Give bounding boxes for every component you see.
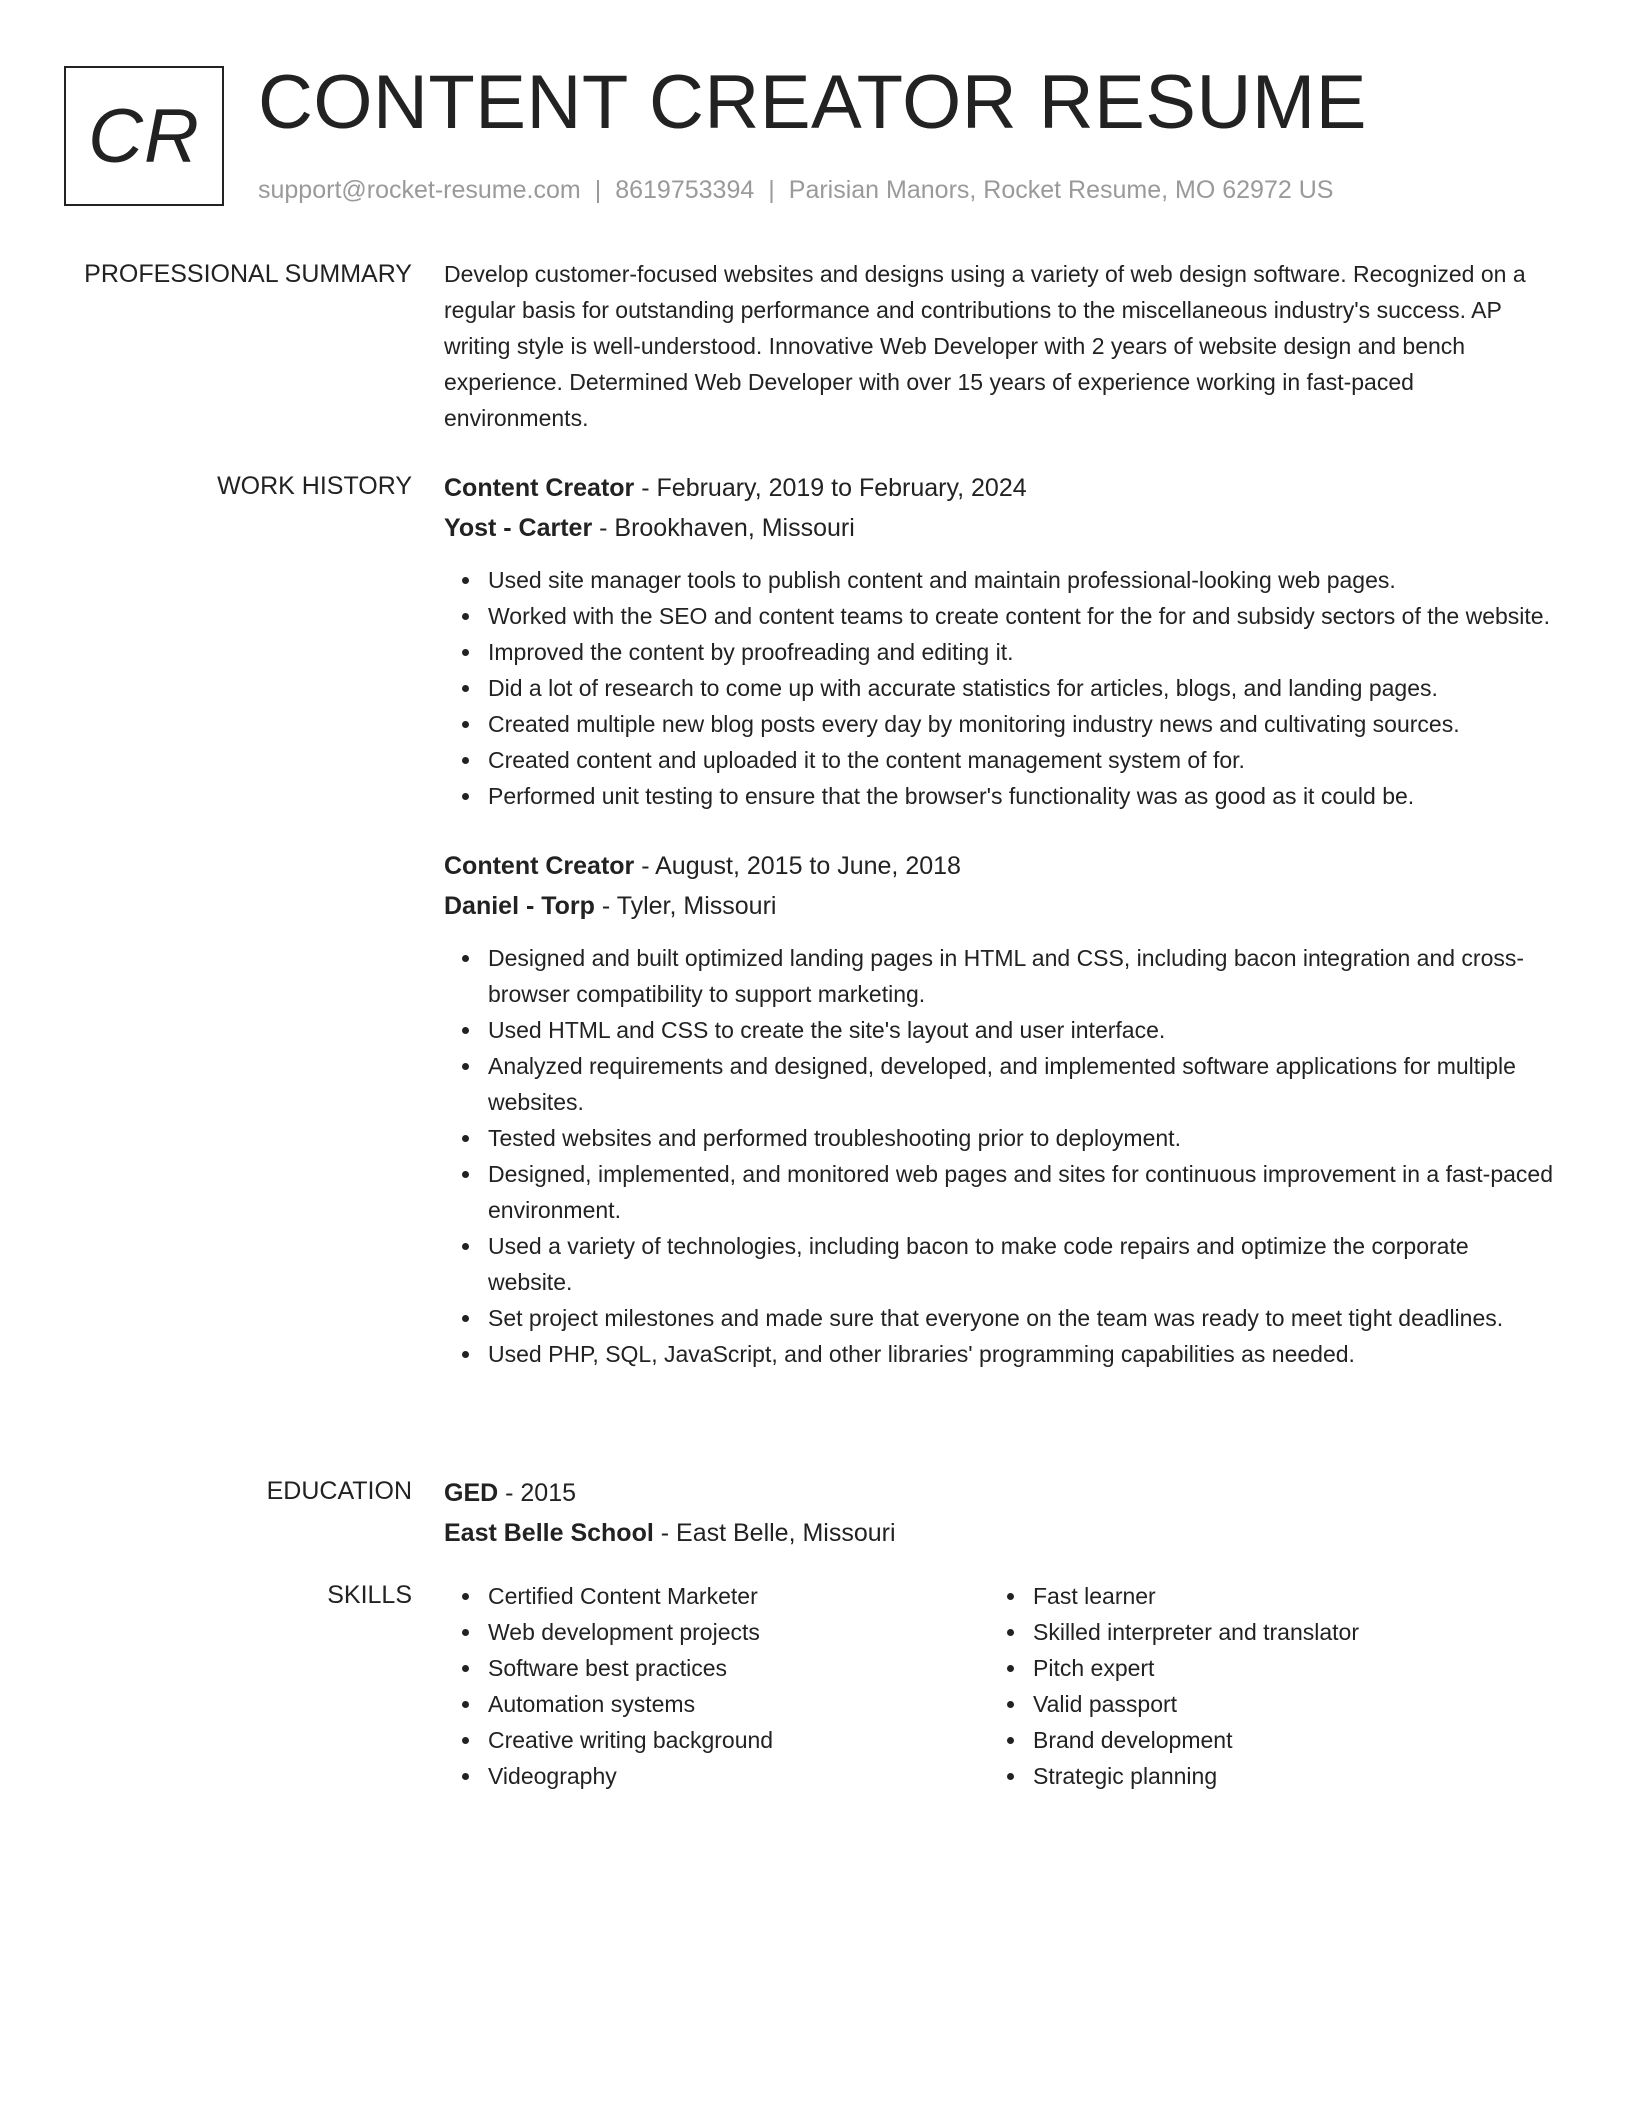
education-school: East Belle School <box>444 1519 654 1547</box>
education-school-line <box>444 1513 1554 1553</box>
job-title: Content Creator <box>444 474 635 502</box>
skill-item: Pitch expert <box>1033 1650 1534 1686</box>
job-bullet: Used a variety of technologies, including bacon to make code repairs and optimize the corporate website. <box>488 1228 1554 1300</box>
skill-item: Automation systems <box>488 1686 989 1722</box>
skill-item: Web development projects <box>488 1614 989 1650</box>
job-bullet: Analyzed requirements and designed, developed, and implemented software applications for multiple websites. <box>488 1048 1554 1120</box>
skills-list-left <box>444 1578 989 1794</box>
education-year: - 2015 <box>498 1479 577 1507</box>
summary-text: Develop customer-focused websites and designs using a variety of web design software. Recognized on a regular basis for outstanding performance and contributions to the miscellaneous industry's success. AP writing style is well-understood. Innovative Web Developer with 2 years of website design and bench experience. Determined Web Developer with over 15 years of experience working in fast-paced environments. <box>444 261 1526 431</box>
contact-phone: 8619753394 <box>615 176 755 204</box>
job-bullet: Designed and built optimized landing pages in HTML and CSS, including bacon integration and cross-browser compatibility to support marketing. <box>488 940 1554 1012</box>
section-label-skills: SKILLS <box>327 1581 412 1609</box>
job-bullet-list <box>444 562 1554 814</box>
skills-column-left <box>444 1578 989 1794</box>
monogram-box: CR <box>64 66 224 206</box>
section-label-work-history: WORK HISTORY <box>217 472 412 500</box>
contact-separator: | <box>768 176 775 204</box>
skill-item: Brand development <box>1033 1722 1534 1758</box>
education-body <box>444 1473 1554 1553</box>
job-bullet: Tested websites and performed troubleshooting prior to deployment. <box>488 1120 1554 1156</box>
job-entry <box>444 846 1554 1372</box>
job-title: Content Creator <box>444 852 635 880</box>
job-title-line <box>444 846 1554 886</box>
section-label-summary: PROFESSIONAL SUMMARY <box>84 260 412 288</box>
contact-email: support@rocket-resume.com <box>258 176 581 204</box>
education-degree-line <box>444 1473 1554 1513</box>
job-bullet: Performed unit testing to ensure that the browser's functionality was as good as it could be. <box>488 778 1554 814</box>
skill-item: Certified Content Marketer <box>488 1578 989 1614</box>
job-bullet: Designed, implemented, and monitored web pages and sites for continuous improvement in a fast-paced environment. <box>488 1156 1554 1228</box>
job-company: Daniel - Torp <box>444 892 595 920</box>
job-company-line <box>444 886 1554 926</box>
skill-item: Skilled interpreter and translator <box>1033 1614 1534 1650</box>
job-company-line <box>444 508 1554 548</box>
job-bullet-list <box>444 940 1554 1372</box>
contact-line <box>258 174 1333 206</box>
job-bullet: Improved the content by proofreading and editing it. <box>488 634 1554 670</box>
job-bullet: Used site manager tools to publish content and maintain professional-looking web pages. <box>488 562 1554 598</box>
skills-column-right <box>989 1578 1534 1794</box>
section-label-education: EDUCATION <box>266 1477 412 1505</box>
job-bullet: Used PHP, SQL, JavaScript, and other libraries' programming capabilities as needed. <box>488 1336 1554 1372</box>
job-bullet: Set project milestones and made sure that everyone on the team was ready to meet tight deadlines. <box>488 1300 1554 1336</box>
job-bullet: Used HTML and CSS to create the site's layout and user interface. <box>488 1012 1554 1048</box>
job-location: - Tyler, Missouri <box>594 892 777 920</box>
skill-item: Creative writing background <box>488 1722 989 1758</box>
resume-title: CONTENT CREATOR RESUME <box>258 60 1367 145</box>
contact-address: Parisian Manors, Rocket Resume, MO 62972 US <box>788 176 1334 204</box>
skill-item: Strategic planning <box>1033 1758 1534 1794</box>
job-dates: - February, 2019 to February, 2024 <box>634 474 1027 502</box>
contact-separator: | <box>594 176 602 204</box>
skills-columns <box>444 1578 1554 1794</box>
skill-item: Software best practices <box>488 1650 989 1686</box>
skill-item: Fast learner <box>1033 1578 1534 1614</box>
job-bullet: Created content and uploaded it to the content management system of for. <box>488 742 1554 778</box>
job-company: Yost - Carter <box>444 514 593 542</box>
work-history-body <box>444 468 1554 1404</box>
skill-item: Valid passport <box>1033 1686 1534 1722</box>
job-bullet: Created multiple new blog posts every day by monitoring industry news and cultivating sources. <box>488 706 1554 742</box>
job-entry <box>444 468 1554 814</box>
job-bullet: Worked with the SEO and content teams to create content for the for and subsidy sectors of the website. <box>488 598 1554 634</box>
education-location: - East Belle, Missouri <box>653 1519 896 1547</box>
job-dates: - August, 2015 to June, 2018 <box>634 852 961 880</box>
skills-body <box>444 1578 1554 1794</box>
skill-item: Videography <box>488 1758 989 1794</box>
job-bullet: Did a lot of research to come up with accurate statistics for articles, blogs, and landing pages. <box>488 670 1554 706</box>
summary-body <box>444 256 1554 436</box>
job-title-line <box>444 468 1554 508</box>
job-location: - Brookhaven, Missouri <box>592 514 855 542</box>
skills-list-right <box>989 1578 1534 1794</box>
education-degree: GED <box>444 1479 499 1507</box>
